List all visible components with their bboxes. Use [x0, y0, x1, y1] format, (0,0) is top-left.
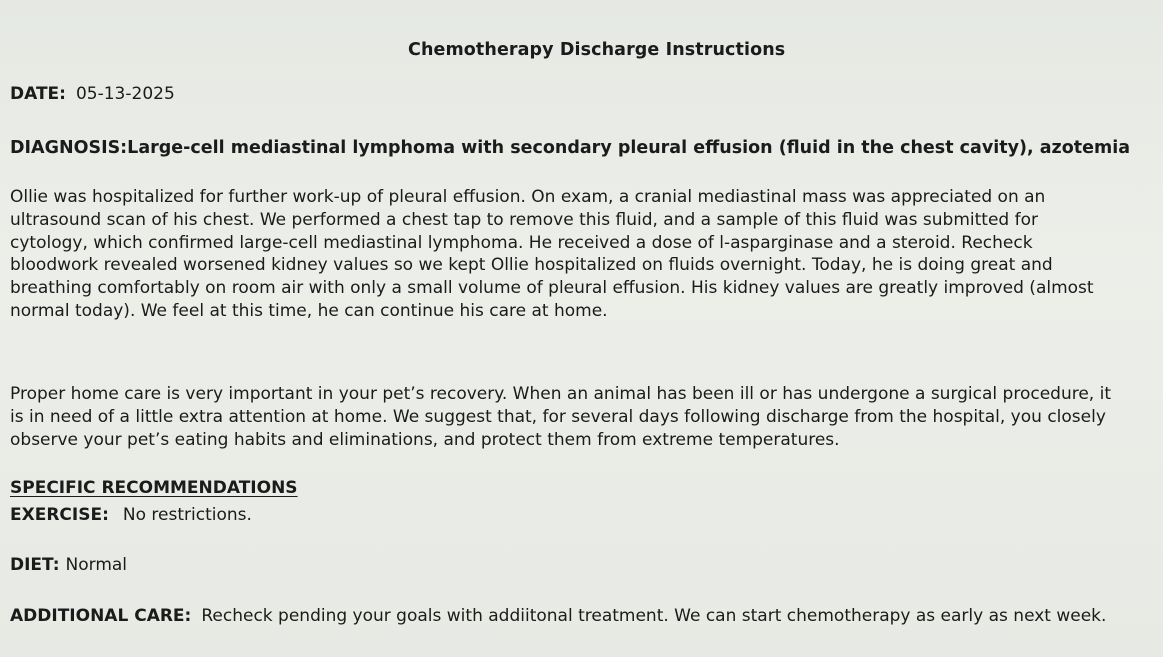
- paragraph-line: bloodwork revealed worsened kidney values so we kept Ollie hospitalized on fluids overnight. Today, he is doing great and: [10, 255, 1053, 276]
- exercise-label: EXERCISE:: [10, 505, 109, 525]
- paragraph-line: observe your pet’s eating habits and eliminations, and protect them from extreme temperatures.: [10, 429, 840, 450]
- diagnosis-line: DIAGNOSIS:Large-cell mediastinal lymphoma with secondary pleural effusion (fluid in the chest cavity), azotemia: [10, 138, 1131, 158]
- paragraph-line: Ollie was hospitalized for further work-up of pleural effusion. On exam, a cranial mediastinal mass was appreciated on an: [10, 187, 1046, 207]
- additional-care-label: ADDITIONAL CARE:: [10, 606, 192, 626]
- additional-care-row: [10, 606, 1106, 626]
- paragraph-line: ultrasound scan of his chest. We performed a chest tap to remove this fluid, and a sample of this fluid was submitted for: [10, 209, 1038, 230]
- date-value: 05-13-2025: [75, 84, 175, 104]
- hospitalization-summary-paragraph: [10, 186, 1160, 323]
- diet-row: [10, 555, 127, 575]
- home-care-paragraph: [10, 383, 1160, 451]
- diet-label: DIET:: [10, 555, 60, 575]
- paragraph-line: is in need of a little extra attention at home. We suggest that, for several days following discharge from the hospital, you closely: [10, 406, 1106, 427]
- additional-care-value: Recheck pending your goals with addiitonal treatment. We can start chemotherapy as early as next week.: [201, 606, 1107, 626]
- recommendations-heading: SPECIFIC RECOMMENDATIONS: [10, 478, 298, 498]
- date-row: [10, 84, 175, 104]
- paragraph-line: cytology, which confirmed large-cell mediastinal lymphoma. He received a dose of l-asparginase and a steroid. Recheck: [10, 232, 1033, 253]
- paragraph-line: Proper home care is very important in your pet’s recovery. When an animal has been ill or has undergone a surgical procedure, it: [10, 384, 1111, 404]
- document-title: Chemotherapy Discharge Instructions: [408, 40, 786, 60]
- paragraph-line: breathing comfortably on room air with only a small volume of pleural effusion. His kidney values are greatly improved (almost: [10, 278, 1094, 299]
- date-label: DATE:: [10, 84, 66, 104]
- paragraph-line: normal today). We feel at this time, he can continue his care at home.: [10, 300, 608, 321]
- diet-value: Normal: [65, 555, 128, 575]
- exercise-row: [10, 505, 252, 525]
- exercise-value: No restrictions.: [122, 505, 252, 525]
